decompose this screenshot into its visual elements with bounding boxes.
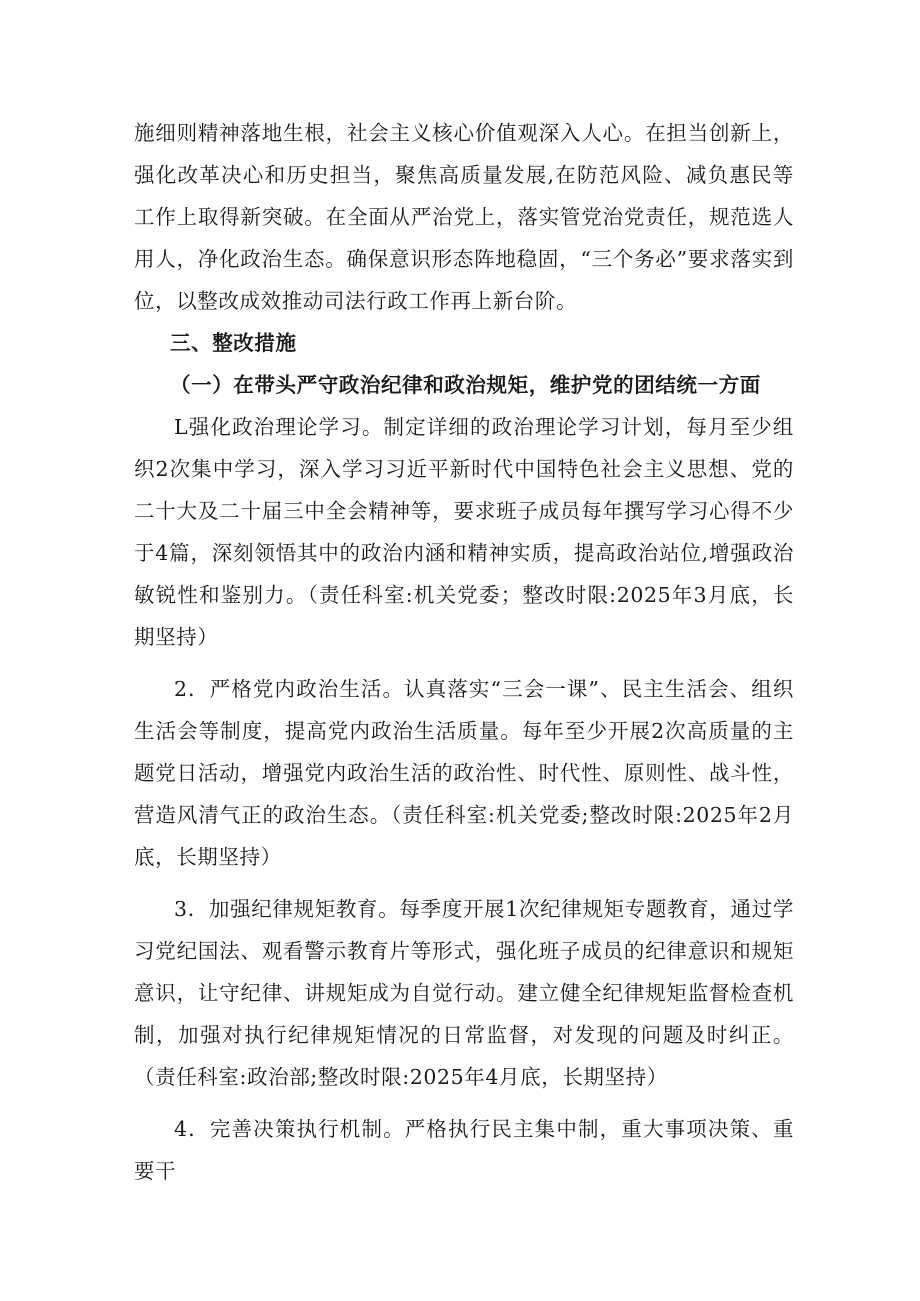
document-body bbox=[134, 112, 794, 1192]
measure-item-2: 2．严格党内政治生活。认真落实“三会一课”、民主生活会、组织生活会等制度，提高党内政治生活质量。每年至少开展2次高质量的主题党日活动，增强党内政治生活的政治性、时代性、原则性、战斗性，营造风清气正的政治生态。（责任科室:机关党委;整改时限:2025年2月底，长期坚持） bbox=[134, 677, 794, 869]
measure-item-3: 3．加强纪律规矩教育。每季度开展1次纪律规矩专题教育，通过学习党纪国法、观看警示教育片等形式，强化班子成员的纪律意识和规矩意识，让守纪律、讲规矩成为自觉行动。建立健全纪律规矩监督检查机制，加强对执行纪律规矩情况的日常监督，对发现的问题及时纠正。（责任科室:政治部;整改时限:2025年4月底，长期坚持） bbox=[134, 897, 794, 1089]
section-heading: 三、整改措施 bbox=[170, 331, 297, 355]
measure-item-1: L强化政治理论学习。制定详细的政治理论学习计划，每月至少组织2次集中学习，深入学习习近平新时代中国特色社会主义思想、党的二十大及二十届三中全会精神等，要求班子成员每年撰写学习心得不少于4篇，深刻领悟其中的政治内涵和精神实质，提高政治站位,增强政治敏锐性和鉴别力。（责任科室:机关党委；整改时限:2025年3月底，长期坚持） bbox=[134, 415, 794, 649]
intro-paragraph: 施细则精神落地生根，社会主义核心价值观深入人心。在担当创新上，强化改革决心和历史担当，聚焦高质量发展,在防范风险、减负惠民等工作上取得新突破。在全面从严治党上，落实管党治党责任，规范选人用人，净化政治生态。确保意识形态阵地稳固，“三个务必”要求落实到位，以整改成效推动司法行政工作再上新台阶。 bbox=[134, 121, 794, 313]
subsection-heading: （一）在带头严守政治纪律和政治规矩，维护党的团结统一方面 bbox=[170, 373, 761, 397]
measure-item-4: 4．完善决策执行机制。严格执行民主集中制，重大事项决策、重要干 bbox=[134, 1117, 794, 1183]
